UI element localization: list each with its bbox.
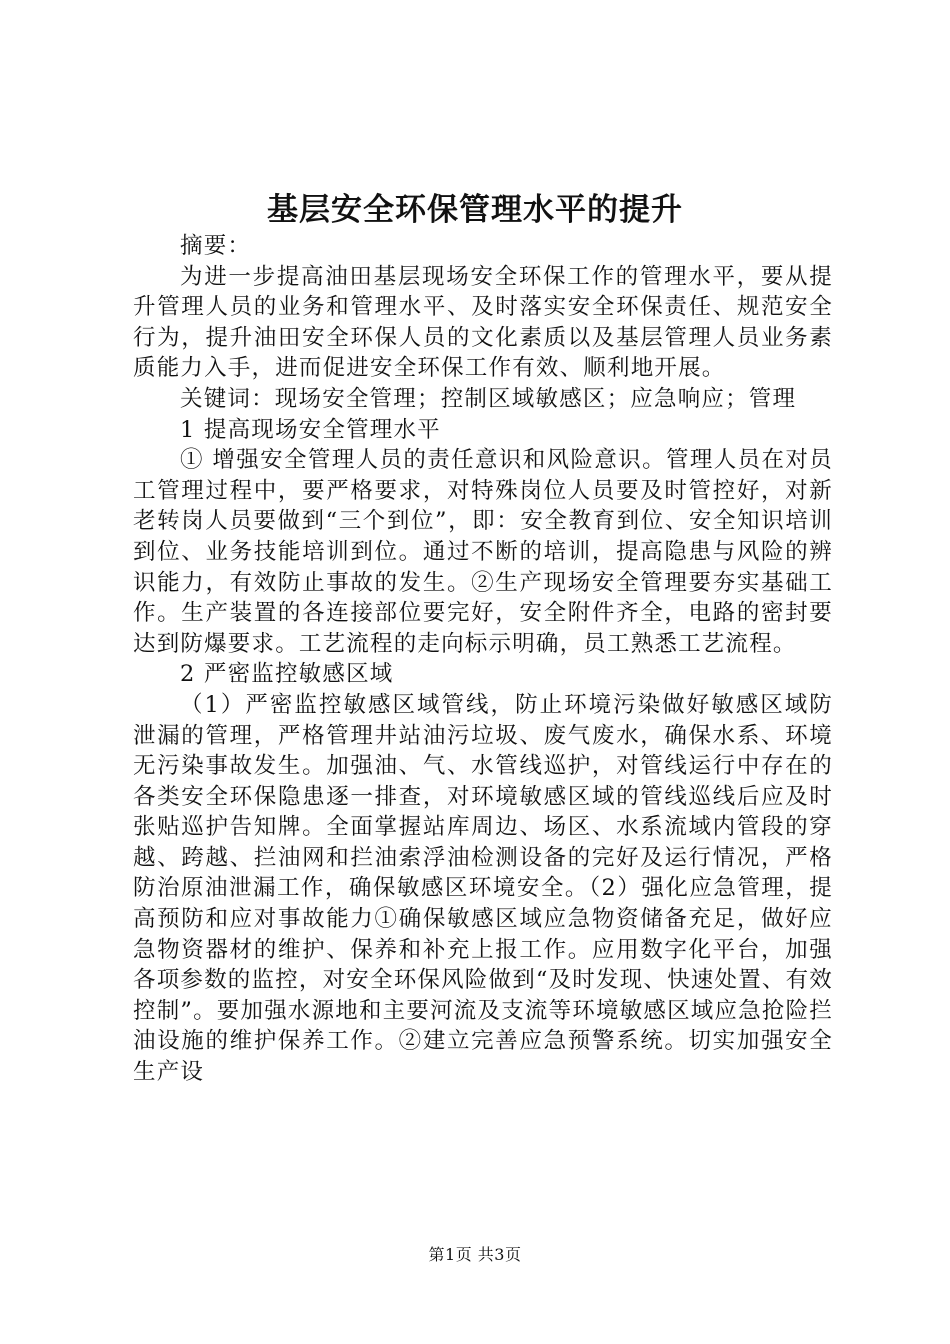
page-footer: 第1页 共3页: [428, 1245, 522, 1264]
section-2-heading: 2 严密监控敏感区域: [180, 661, 394, 688]
abstract-paragraph: 为进一步提高油田基层现场安全环保工作的管理水平，要从提升管理人员的业务和管理水平、及时落实安全环保责任、规范安全行为，提升油田安全环保人员的文化素质以及基层管理人员业务素质能力入手，进而促进安全环保工作有效、顺利地开展。: [133, 263, 833, 382]
section-2-paragraph: （1）严密监控敏感区域管线，防止环境污染做好敏感区域防泄漏的管理，严格管理井站油污垃圾、废气废水，确保水系、环境无污染事故发生。加强油、气、水管线巡护，对管线运行中存在的各类安全环保隐患逐一排查，对环境敏感区域的管线巡线后应及时张贴巡护告知牌。全面掌握站库周边、场区、水系流域内管段的穿越、跨越、拦油网和拦油索浮油检测设备的完好及运行情况，严格防治原油泄漏工作，确保敏感区环境安全。（2）强化应急管理，提高预防和应对事故能力①确保敏感区域应急物资储备充足，做好应急物资器材的维护、保养和补充上报工作。应用数字化平台，加强各项参数的监控，对安全环保风险做到“及时发现、快速处置、有效控制”。要加强水源地和主要河流及支流等环境敏感区域应急抢险拦油设施的维护保养工作。②建立完善应急预警系统。切实加强安全生产设: [133, 691, 834, 1086]
abstract-label: 摘要：: [180, 233, 252, 259]
section-1-paragraph: ① 增强安全管理人员的责任意识和风险意识。管理人员在对员工管理过程中，要严格要求，对特殊岗位人员要及时管控好，对新老转岗人员要做到“三个到位”，即：安全教育到位、安全知识培训到位、业务技能培训到位。通过不断的培训，提高隐患与风险的辨识能力，有效防止事故的发生。②生产现场安全管理要夯实基础工作。生产装置的各连接部位要完好，安全附件齐全，电路的密封要达到防爆要求。工艺流程的走向标示明确，员工熟悉工艺流程。: [133, 447, 833, 657]
section-1-heading: 1 提高现场安全管理水平: [180, 416, 441, 443]
keywords-paragraph: 关键词：现场安全管理；控制区域敏感区；应急响应；管理: [180, 385, 797, 412]
document-title: 基层安全环保管理水平的提升: [267, 192, 683, 228]
document-body: [133, 231, 833, 1088]
